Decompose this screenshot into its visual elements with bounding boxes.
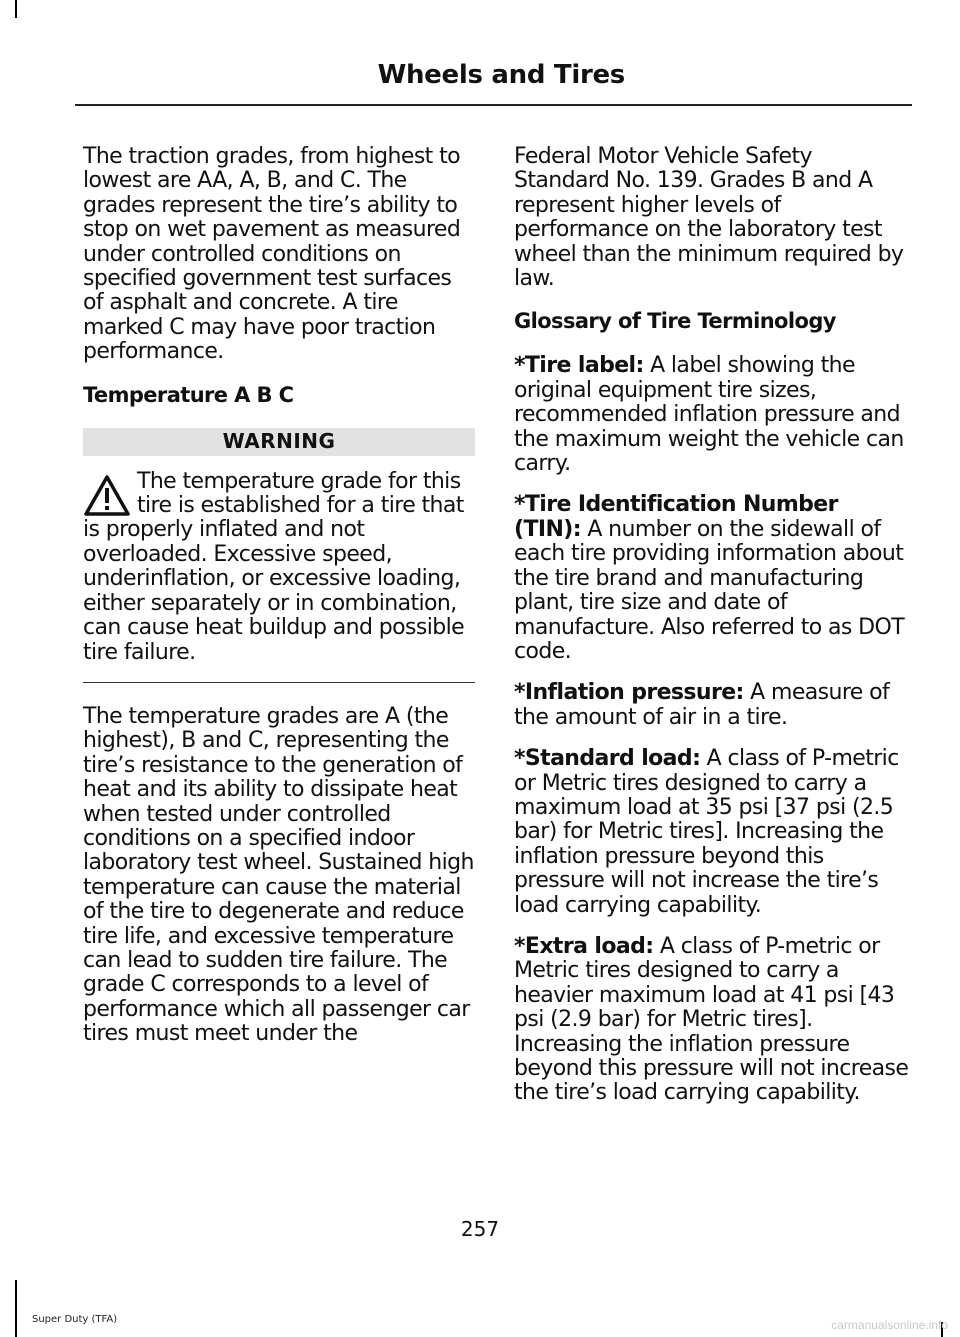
left-column [83,145,475,1064]
glossary-entry [514,935,909,1106]
traction-intro-paragraph: The traction grades, from highest to lowest are AA, A, B, and C. The grades represent the tire’s ability to stop on wet pavement as measured under controlled conditions on specified government test surfaces of asphalt and concrete. A tire marked C may have poor traction performance. [83,144,461,365]
warning-box [83,470,475,665]
warning-divider [83,682,475,683]
glossary-term: *Tire Identification Number (TIN): [514,492,838,542]
crop-mark-top-left [15,0,17,18]
glossary-heading: Glossary of Tire Terminology [514,309,836,334]
glossary-definition: A class of P-metric or Metric tires designed to carry a maximum load at 35 psi [37 psi (2.5 bar) for Metric tires]. Increasing the inflation pressure beyond this pressure will not increase the tire’s load carrying capability. [514,746,899,918]
footer-doc-label: Super Duty (TFA) [32,1314,118,1325]
glossary-term: *Standard load: [514,746,701,772]
page-title: Wheels and Tires [377,60,625,90]
glossary-entry [514,747,909,918]
glossary-definition: A number on the sidewall of each tire providing information about the tire brand and manufacturing plant, tire size and date of manufacture. Also referred to as DOT code. [514,516,905,664]
continuation-paragraph: Federal Motor Vehicle Safety Standard No. 139. Grades B and A represent higher levels of performance on the laboratory test wheel than the minimum required by law. [514,144,904,292]
glossary-definition: A class of P-metric or Metric tires designed to carry a heavier maximum load at 41 psi [43 psi (2.9 bar) for Metric tires]. Increasing the inflation pressure beyond this pressure will not increase the tire’s load carrying capability. [514,933,909,1106]
glossary-term: *Extra load: [514,933,654,959]
warning-label: WARNING [222,429,336,454]
right-column [514,145,909,1123]
glossary-term: *Tire label: [514,353,644,379]
glossary-entry [514,681,909,730]
watermark: carmanualsonline.info [831,1318,948,1332]
temperature-heading: Temperature A B C [83,382,294,407]
page-number: 257 [460,1217,500,1241]
glossary-entry [514,354,909,476]
warning-text: The temperature grade for this tire is established for a tire that is properly inflated and not overloaded. Excessive speed, underinflation, or excessive loading, either separately or in combination, can cause heat buildup and possible tire failure. [83,468,465,665]
temperature-body-paragraph: The temperature grades are A (the highest), B and C, representing the tire’s resistance to the generation of heat and its ability to dissipate heat when tested under controlled conditions on a specified indoor laboratory test wheel. Sustained high temperature can cause the material of the tire to degenerate and reduce tire life, and excessive temperature can lead to sudden tire failure. The grade C corresponds to a level of performance which all passenger car tires must meet under the [83,703,474,1047]
header-divider [75,104,912,106]
warning-triangle-icon [83,474,131,518]
crop-mark-bottom-left [15,1280,17,1337]
warning-banner [83,428,475,456]
glossary-entry [514,493,909,664]
glossary-term: *Inflation pressure: [514,680,744,706]
glossary-definition: A label showing the original equipment tire sizes, recommended inflation pressure and the maximum weight the vehicle can carry. [514,353,904,477]
glossary-definition: A measure of the amount of air in a tire. [514,680,890,730]
